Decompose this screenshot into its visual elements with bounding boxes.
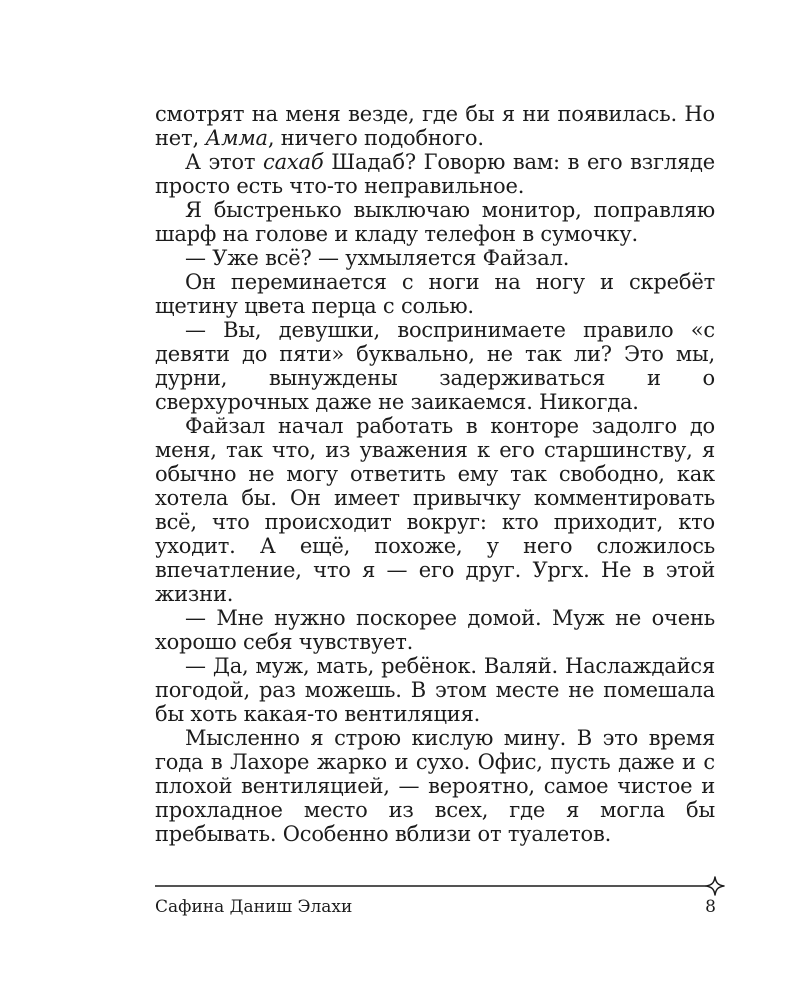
paragraph-1-emphasis: Амма	[205, 126, 268, 150]
paragraph-2-end: Шадаб? Говорю вам: в его взгляде просто есть что-то неправильное.	[155, 150, 715, 198]
paragraph-2-text: А этот	[185, 150, 264, 174]
paragraph-7: Файзал начал работать в конторе задолго до меня, так что, из уважения к его старшинству, я обычно не могу ответить ему так свободно, как хотела бы. Он имеет привычку комментировать всё, что происходит вокруг: кто приходит, кто уходит. А ещё, похоже, у него сложилось впечатление, что я — его друг. Ургх. Не в этой жизни.	[155, 414, 715, 606]
paragraph-9: — Да, муж, мать, ребёнок. Валяй. Наслаждайся погодой, раз можешь. В этом месте не помешала бы хоть какая-то вентиляция.	[155, 654, 715, 726]
paragraph-2-emphasis: сахаб	[263, 150, 324, 174]
paragraph-2	[155, 150, 715, 198]
paragraph-1	[155, 102, 715, 150]
four-point-star-icon	[706, 877, 724, 895]
paragraph-10: Мысленно я строю кислую мину. В это время года в Лахоре жарко и сухо. Офис, пусть даже и с плохой вентиляцией, — вероятно, самое чистое и прохладное место из всех, где я могла бы пребывать. Особенно вблизи от туалетов.	[155, 726, 715, 846]
paragraph-4: — Уже всё? — ухмыляется Файзал.	[185, 246, 570, 270]
paragraph-3: Я быстренько выключаю монитор, поправляю шарф на голове и кладу телефон в сумочку.	[155, 198, 715, 246]
footer-rule	[155, 876, 725, 896]
paragraph-5: Он переминается с ноги на ногу и скребёт щетину цвета перца с солью.	[155, 270, 715, 318]
body-text	[155, 102, 715, 846]
paragraph-1-text: смотрят на меня везде, где бы я ни появилась. Но нет,	[155, 102, 715, 150]
paragraph-1-end: , ничего подобного.	[267, 126, 484, 150]
footer-author: Сафина Даниш Элахи	[155, 897, 353, 917]
paragraph-8: — Мне нужно поскорее домой. Муж не очень хорошо себя чувствует.	[155, 606, 715, 654]
page-number: 8	[705, 897, 716, 917]
paragraph-6: — Вы, девушки, воспринимаете правило «с девяти до пяти» буквально, не так ли? Это мы, дурни, вынуждены задерживаться и о сверхурочных даже не заикаемся. Никогда.	[155, 318, 715, 414]
